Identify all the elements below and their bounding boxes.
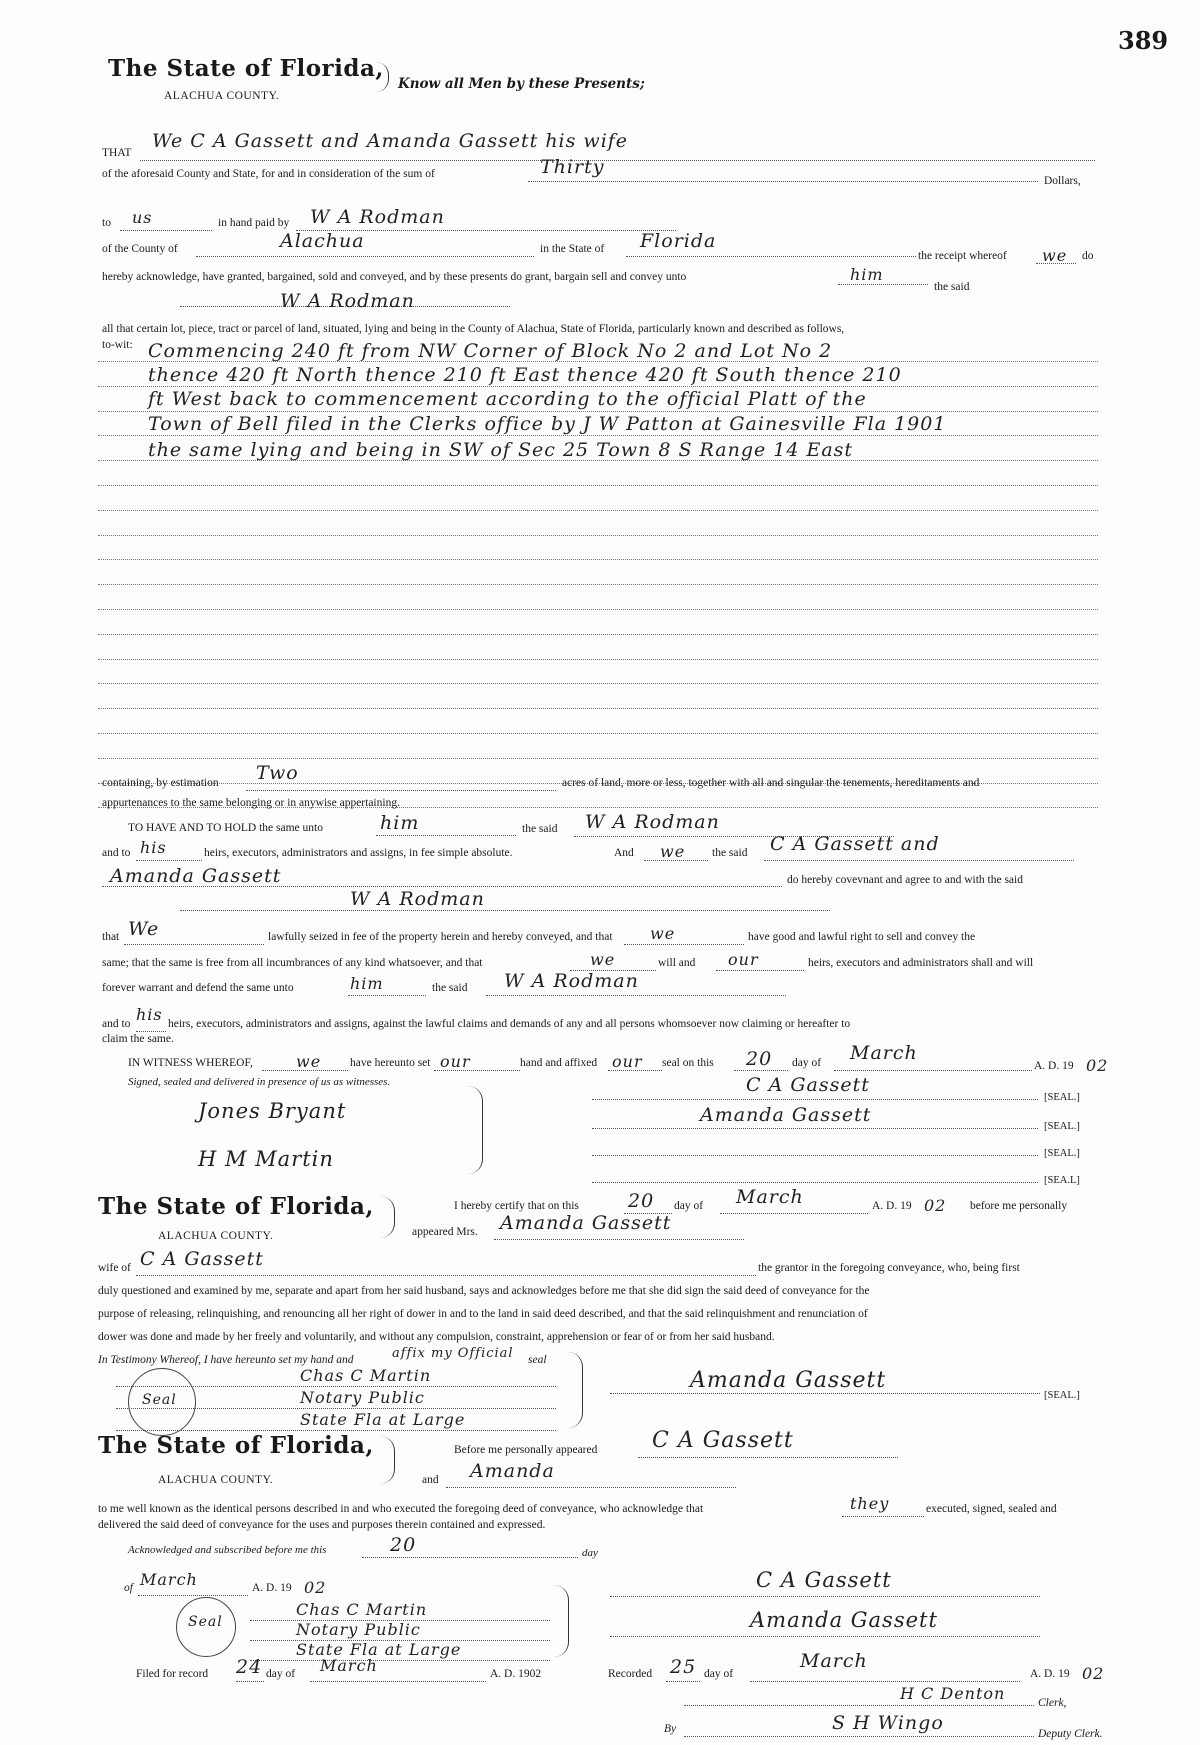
cert2-month-handwritten: March	[140, 1570, 198, 1589]
state-of-label: in the State of	[540, 243, 605, 255]
covenantors-handwritten: C A Gassett and	[770, 833, 940, 855]
cert1-year-handwritten: 02	[924, 1196, 947, 1215]
county-of-handwritten: Alachua	[280, 230, 365, 252]
cert1-notary-title: Notary Public	[300, 1388, 425, 1407]
witness-ad-label: A. D. 19	[1034, 1060, 1074, 1072]
cert1-day-of: day of	[674, 1200, 704, 1212]
habendum-handwritten: him	[380, 812, 420, 834]
signer2-signature: Amanda Gassett	[700, 1104, 872, 1126]
habendum-grantee-handwritten: W A Rodman	[585, 811, 720, 833]
rec-day-of: day of	[704, 1668, 734, 1680]
county-of-line	[196, 256, 534, 257]
description-rule	[98, 683, 1098, 684]
seal-line-1	[592, 1099, 1038, 1100]
acknowledge-text: hereby acknowledge, have granted, bargained, sold and conveyed, and by these presents do grant, bargain sell and convey unto	[102, 271, 687, 283]
acres-line	[246, 790, 556, 791]
cert2-sig-line-2	[610, 1636, 1040, 1637]
acres-text: acres of land, more or less, together with all and singular the tenements, hereditaments and	[562, 777, 980, 789]
cert1-appeared-handwritten: Amanda Gassett	[500, 1212, 672, 1234]
cert1-wife-line	[136, 1275, 756, 1276]
cert2-they-line	[842, 1516, 924, 1517]
cert2-notary-line-3	[250, 1660, 550, 1661]
description-rule	[98, 435, 1098, 436]
have-set-label: have hereunto set	[350, 1057, 431, 1069]
sum-handwritten: Thirty	[540, 156, 605, 178]
hands-handwritten: our	[440, 1052, 471, 1071]
receipt-handwritten: we	[1042, 246, 1068, 265]
description-line-1: Commencing 240 ft from NW Corner of Block No 2 and Lot No 2	[148, 340, 833, 362]
signed-sealed-text: Signed, sealed and delivered in presence of us as witnesses.	[128, 1076, 391, 1088]
covenant-said: the said	[712, 847, 748, 859]
cert2-signature-2: Amanda Gassett	[750, 1608, 938, 1632]
cert1-notary-state: State Fla at Large	[300, 1410, 466, 1429]
forever-text: forever warrant and defend the same unto	[102, 982, 294, 994]
paid-by-label: in hand paid by	[218, 217, 290, 229]
cert1-ad: A. D. 19	[872, 1200, 912, 1212]
covenant-grantee-handwritten: W A Rodman	[350, 888, 485, 910]
cert2-brace	[380, 1436, 395, 1484]
filed-ad: A. D. 1902	[490, 1668, 542, 1680]
rec-month-handwritten: March	[800, 1650, 868, 1672]
description-rule	[98, 733, 1098, 734]
seal-label-4: [SEA.L]	[1044, 1175, 1080, 1186]
we3-handwritten: we	[650, 924, 676, 943]
hand-affixed-label: hand and affixed	[520, 1057, 598, 1069]
seized-text: lawfully seized in fee of the property herein and hereby conveyed, and that	[268, 931, 613, 943]
grantee-handwritten: W A Rodman	[280, 290, 415, 312]
clerk-line	[684, 1705, 1034, 1706]
seal-line-2	[592, 1128, 1038, 1129]
description-rule	[98, 584, 1098, 585]
rec-year-handwritten: 02	[1082, 1664, 1105, 1683]
cert1-grantor-text: the grantor in the foregoing conveyance, who, being first	[758, 1262, 1020, 1274]
rec-ad: A. D. 19	[1030, 1668, 1070, 1680]
habendum-line	[376, 835, 516, 836]
cert1-appeared-line	[494, 1239, 744, 1240]
filed-for-record: Filed for record	[136, 1668, 209, 1680]
will-handwritten: we	[590, 950, 616, 969]
cert1-certify: I hereby certify that on this	[454, 1200, 579, 1212]
cert2-state-title: The State of Florida,	[98, 1432, 374, 1459]
cert1-county: ALACHUA COUNTY.	[158, 1230, 274, 1242]
forever-line	[348, 995, 426, 996]
cert1-before-me: before me personally	[970, 1200, 1068, 1212]
cert2-ack-subscribed: Acknowledged and subscribed before me this	[128, 1544, 327, 1556]
witness-day-of-label: day of	[792, 1057, 822, 1069]
state-of-line	[626, 256, 916, 257]
we2-line	[124, 944, 264, 945]
cert2-and-handwritten: Amanda	[470, 1460, 555, 1482]
cert1-body-line-3: dower was done and made by her freely and voluntarily, and without any compulsion, constraint, apprehension or fear of or from her said husband.	[98, 1331, 775, 1343]
containing-label: containing, by estimation	[102, 777, 219, 789]
executors-text: heirs, executors and administrators shall and will	[808, 957, 1034, 969]
cert1-appeared: appeared Mrs.	[412, 1226, 478, 1238]
cert1-seal-label: [SEAL.]	[1044, 1390, 1080, 1401]
clerk-label: Clerk,	[1038, 1697, 1067, 1709]
cert1-notary-brace	[568, 1352, 583, 1428]
heirs-text: heirs, executors, administrators and assigns, in fee simple absolute.	[204, 847, 513, 859]
description-rule	[98, 634, 1098, 635]
cert2-notary-line-1	[250, 1620, 550, 1621]
cert1-signature: Amanda Gassett	[690, 1368, 887, 1393]
we3-line	[624, 944, 744, 945]
cert2-of-label: of	[124, 1582, 133, 1594]
our-handwritten: our	[728, 950, 759, 969]
his2-handwritten: his	[136, 1005, 163, 1024]
witness-month-handwritten: March	[850, 1042, 918, 1064]
and-to-label: and to	[102, 847, 131, 859]
cert2-seal-stamp-text: Seal	[188, 1614, 223, 1630]
cert2-they-handwritten: they	[850, 1494, 890, 1513]
cert1-month-line	[720, 1213, 868, 1214]
will-text: will and	[658, 957, 696, 969]
seal-line-4	[592, 1182, 1038, 1183]
appurtenances-text: appurtenances to the same belonging or in anywise appertaining.	[102, 797, 400, 809]
cert2-notary-state: State Fla at Large	[296, 1640, 462, 1659]
state-title: The State of Florida,	[108, 55, 384, 82]
in-witness-label: IN WITNESS WHEREOF,	[128, 1057, 253, 1069]
seal-label-3: [SEAL.]	[1044, 1148, 1080, 1159]
that-label: THAT	[102, 147, 132, 159]
his-line	[136, 860, 202, 861]
habendum-label: TO HAVE AND TO HOLD the same unto	[128, 822, 323, 834]
clerk-signature: H C Denton	[900, 1684, 1006, 1703]
paid-by-handwritten: W A Rodman	[310, 206, 445, 228]
cert2-county: ALACHUA COUNTY.	[158, 1474, 274, 1486]
forever-grantee-line	[486, 995, 786, 996]
cert1-wife-of: wife of	[98, 1262, 131, 1274]
seal-line-3	[592, 1155, 1038, 1156]
cert2-body-line-1: to me well known as the identical persons described in and who executed the foregoing deed of conveyance, who acknowledge that	[98, 1503, 704, 1515]
and-label: And	[614, 847, 634, 859]
cert2-appeared-handwritten: C A Gassett	[652, 1428, 794, 1453]
cert1-notary-line-1	[116, 1386, 556, 1387]
rec-day-line	[666, 1681, 700, 1682]
cert2-day-handwritten: 20	[390, 1534, 417, 1556]
covenant-text: do hereby covevnant and agree to and with the said	[787, 874, 1023, 886]
cert2-notary-line-2	[250, 1640, 550, 1641]
consideration-text: of the aforesaid County and State, for and in consideration of the sum of	[102, 168, 435, 180]
our-line	[716, 970, 804, 971]
cert1-wife-of-handwritten: C A Gassett	[140, 1248, 264, 1270]
cert2-month-line	[138, 1595, 248, 1596]
cert2-notary-name: Chas C Martin	[296, 1600, 428, 1619]
filed-day-of: day of	[266, 1668, 296, 1680]
we2-handwritten: We	[128, 918, 160, 940]
cert2-day-line	[362, 1557, 578, 1558]
cert2-sig-line-1	[610, 1596, 1040, 1597]
signer1-signature: C A Gassett	[746, 1074, 870, 1096]
description-rule	[98, 535, 1098, 536]
same-text: same; that the same is free from all incumbrances of any kind whatsoever, and that	[102, 957, 483, 969]
seal-on-label: seal on this	[662, 1057, 714, 1069]
cert2-executed-text: executed, signed, sealed and	[926, 1503, 1057, 1515]
witness-month-line	[834, 1070, 1032, 1071]
claim-same-text: claim the same.	[102, 1033, 174, 1045]
seals-handwritten: our	[612, 1052, 643, 1071]
filed-month-line	[310, 1681, 486, 1682]
county-of-label: of the County of	[102, 243, 178, 255]
to-label: to	[102, 217, 111, 229]
deputy-line	[684, 1736, 1034, 1737]
convey-unto-line	[838, 284, 928, 285]
witness1-signature: Jones Bryant	[198, 1099, 347, 1123]
the-said-label: the said	[934, 281, 970, 293]
acres-handwritten: Two	[256, 762, 299, 784]
by-label: By	[664, 1723, 677, 1735]
covenantors-line	[764, 860, 1074, 861]
cert1-body-line-2: purpose of releasing, relinquishing, and renouncing all her right of dower in and to the land in said deed described, and that the said relinquishment and renunciation of	[98, 1308, 868, 1320]
county-label: ALACHUA COUNTY.	[164, 90, 280, 102]
know-all-men: Know all Men by these Presents;	[398, 76, 645, 92]
to-handwritten: us	[132, 208, 153, 227]
forever-said: the said	[432, 982, 468, 994]
witness-brace	[468, 1086, 483, 1174]
seal-label-2: [SEAL.]	[1044, 1121, 1080, 1132]
his2-line	[136, 1031, 166, 1032]
description-line-5: the same lying and being in SW of Sec 25 Town 8 S Range 14 East	[148, 439, 854, 461]
filed-day-line	[236, 1681, 264, 1682]
forever-grantee-handwritten: W A Rodman	[504, 970, 639, 992]
covenantors2-handwritten: Amanda Gassett	[110, 865, 282, 887]
lot-text: all that certain lot, piece, tract or parcel of land, situated, lying and being in the County of Alachua, State of Florida, particularly known and described as follows,	[102, 323, 845, 335]
convey-unto-handwritten: him	[850, 265, 884, 284]
witness-day-handwritten: 20	[746, 1048, 773, 1070]
description-rule	[98, 758, 1098, 759]
recorded-label: Recorded	[608, 1668, 653, 1680]
rec-day-handwritten: 25	[670, 1656, 697, 1678]
witness-year-handwritten: 02	[1086, 1056, 1109, 1075]
deputy-signature: S H Wingo	[832, 1712, 944, 1734]
cert1-testimony-handwritten: affix my Official	[392, 1346, 514, 1361]
cert2-notary-title: Notary Public	[296, 1620, 421, 1639]
description-rule	[98, 609, 1098, 610]
cert2-and-label: and	[422, 1474, 439, 1486]
page-number: 389	[1118, 26, 1169, 55]
description-rule	[98, 411, 1098, 412]
description-rule	[98, 510, 1098, 511]
cert1-sig-line	[610, 1393, 1040, 1394]
cert1-month-handwritten: March	[736, 1186, 804, 1208]
description-rule	[98, 708, 1098, 709]
description-rule	[98, 559, 1098, 560]
covenant-grantee-line	[180, 910, 830, 911]
dollars-label: Dollars,	[1044, 175, 1081, 187]
witness-day-line	[734, 1070, 788, 1071]
that-label-2: that	[102, 931, 120, 943]
description-rule	[98, 485, 1098, 486]
and-to-label-2: and to	[102, 1018, 131, 1030]
do-label: do	[1082, 250, 1094, 262]
cert1-testimony: In Testimony Whereof, I have hereunto set my hand and	[98, 1354, 354, 1366]
witness2-signature: H M Martin	[198, 1147, 334, 1171]
description-line-2: thence 420 ft North thence 210 ft East thence 420 ft South thence 210	[148, 364, 902, 386]
cert2-year-handwritten: 02	[304, 1578, 327, 1597]
his-handwritten: his	[140, 838, 167, 857]
cert1-seal-stamp-text: Seal	[142, 1392, 177, 1408]
witness-we-handwritten: we	[296, 1052, 322, 1071]
cert2-before-me: Before me personally appeared	[454, 1444, 598, 1456]
cert2-and-line	[446, 1487, 736, 1488]
rec-month-line	[750, 1681, 1020, 1682]
to-line	[120, 230, 212, 231]
cert1-seal-word: seal	[528, 1354, 547, 1366]
cert1-day-handwritten: 20	[628, 1190, 655, 1212]
cert2-notary-brace	[554, 1585, 569, 1657]
cert2-day-label: day	[582, 1547, 598, 1559]
seal-label-1: [SEAL.]	[1044, 1092, 1080, 1103]
right-text: have good and lawful right to sell and convey the	[748, 931, 976, 943]
cert1-notary-name: Chas C Martin	[300, 1366, 432, 1385]
cert1-body-line-1: duly questioned and examined by me, separate and apart from her said husband, says and acknowledges before me that she did sign the said deed of conveyance for the	[98, 1285, 870, 1297]
we-handwritten: we	[660, 842, 686, 861]
cert1-brace	[380, 1196, 395, 1238]
description-line-4: Town of Bell filed in the Clerks office by J W Patton at Gainesville Fla 1901	[148, 413, 947, 435]
header-brace	[376, 62, 389, 92]
cert2-signature-1: C A Gassett	[756, 1568, 892, 1592]
sum-line	[528, 181, 1038, 182]
cert2-body-line-2: delivered the said deed of conveyance for the uses and purposes therein contained and expressed.	[98, 1519, 546, 1531]
cert1-state-title: The State of Florida,	[98, 1193, 374, 1220]
cert1-notary-line-2	[116, 1408, 556, 1409]
cert2-appeared-line	[638, 1457, 898, 1458]
cert2-ad: A. D. 19	[252, 1582, 292, 1594]
description-line-3: ft West back to commencement according to the official Platt of the	[148, 388, 867, 410]
deputy-label: Deputy Clerk.	[1038, 1728, 1103, 1740]
filed-month-handwritten: March	[320, 1656, 378, 1675]
description-rule	[98, 659, 1098, 660]
forever-handwritten: him	[350, 974, 384, 993]
receipt-label: the receipt whereof	[918, 250, 1007, 262]
habendum-said: the said	[522, 823, 558, 835]
filed-day-handwritten: 24	[236, 1656, 263, 1678]
cert1-notary-line-3	[116, 1430, 556, 1431]
claims-text: heirs, executors, administrators and assigns, against the lawful claims and demands of any and all persons whomsoever now claiming or hereafter to	[168, 1018, 851, 1030]
state-of-handwritten: Florida	[640, 230, 717, 252]
to-wit-label: to-wit:	[102, 339, 133, 351]
grantors-line	[140, 160, 1095, 161]
grantors-handwritten: We C A Gassett and Amanda Gassett his wife	[152, 130, 629, 152]
